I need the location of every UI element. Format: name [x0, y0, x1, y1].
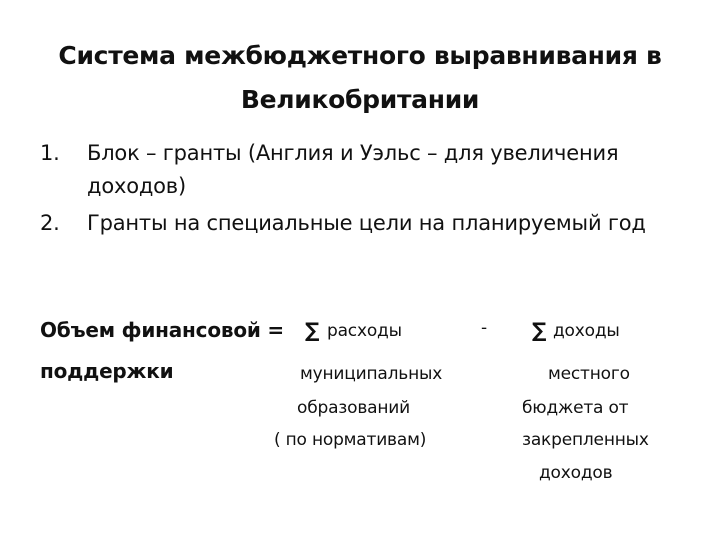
expenses-line4: ( по нормативам) [274, 430, 427, 450]
expenses-line1: расходы [327, 321, 402, 341]
expenses-line2: муниципальных [300, 364, 443, 384]
minus-sign: - [481, 318, 487, 338]
sum-symbol-revenues: ∑ [532, 318, 547, 342]
list-item-number: 1. [40, 141, 60, 165]
revenues-line4: закрепленных [522, 430, 649, 450]
revenues-line2: местного [548, 364, 630, 384]
revenues-line5: доходов [539, 463, 613, 483]
list-item [40, 207, 700, 240]
grant-types-list [40, 137, 700, 244]
sum-symbol-expenses: ∑ [305, 318, 320, 342]
list-item-text: Гранты на специальные цели на планируемый год [87, 211, 646, 235]
revenues-line1: доходы [553, 321, 620, 341]
list-item-text: Блок – гранты (Англия и Уэльс – для увеличения доходов) [87, 141, 619, 198]
formula-lhs-line2: поддержки [40, 359, 174, 383]
slide-title: Система межбюджетного выравнивания в Великобритании [58, 41, 662, 114]
expenses-line3: образований [297, 398, 410, 418]
list-item-number: 2. [40, 211, 60, 235]
list-item [40, 137, 700, 203]
formula-lhs-line1: Объем финансовой = [40, 318, 284, 342]
revenues-line3: бюджета от [522, 398, 629, 418]
